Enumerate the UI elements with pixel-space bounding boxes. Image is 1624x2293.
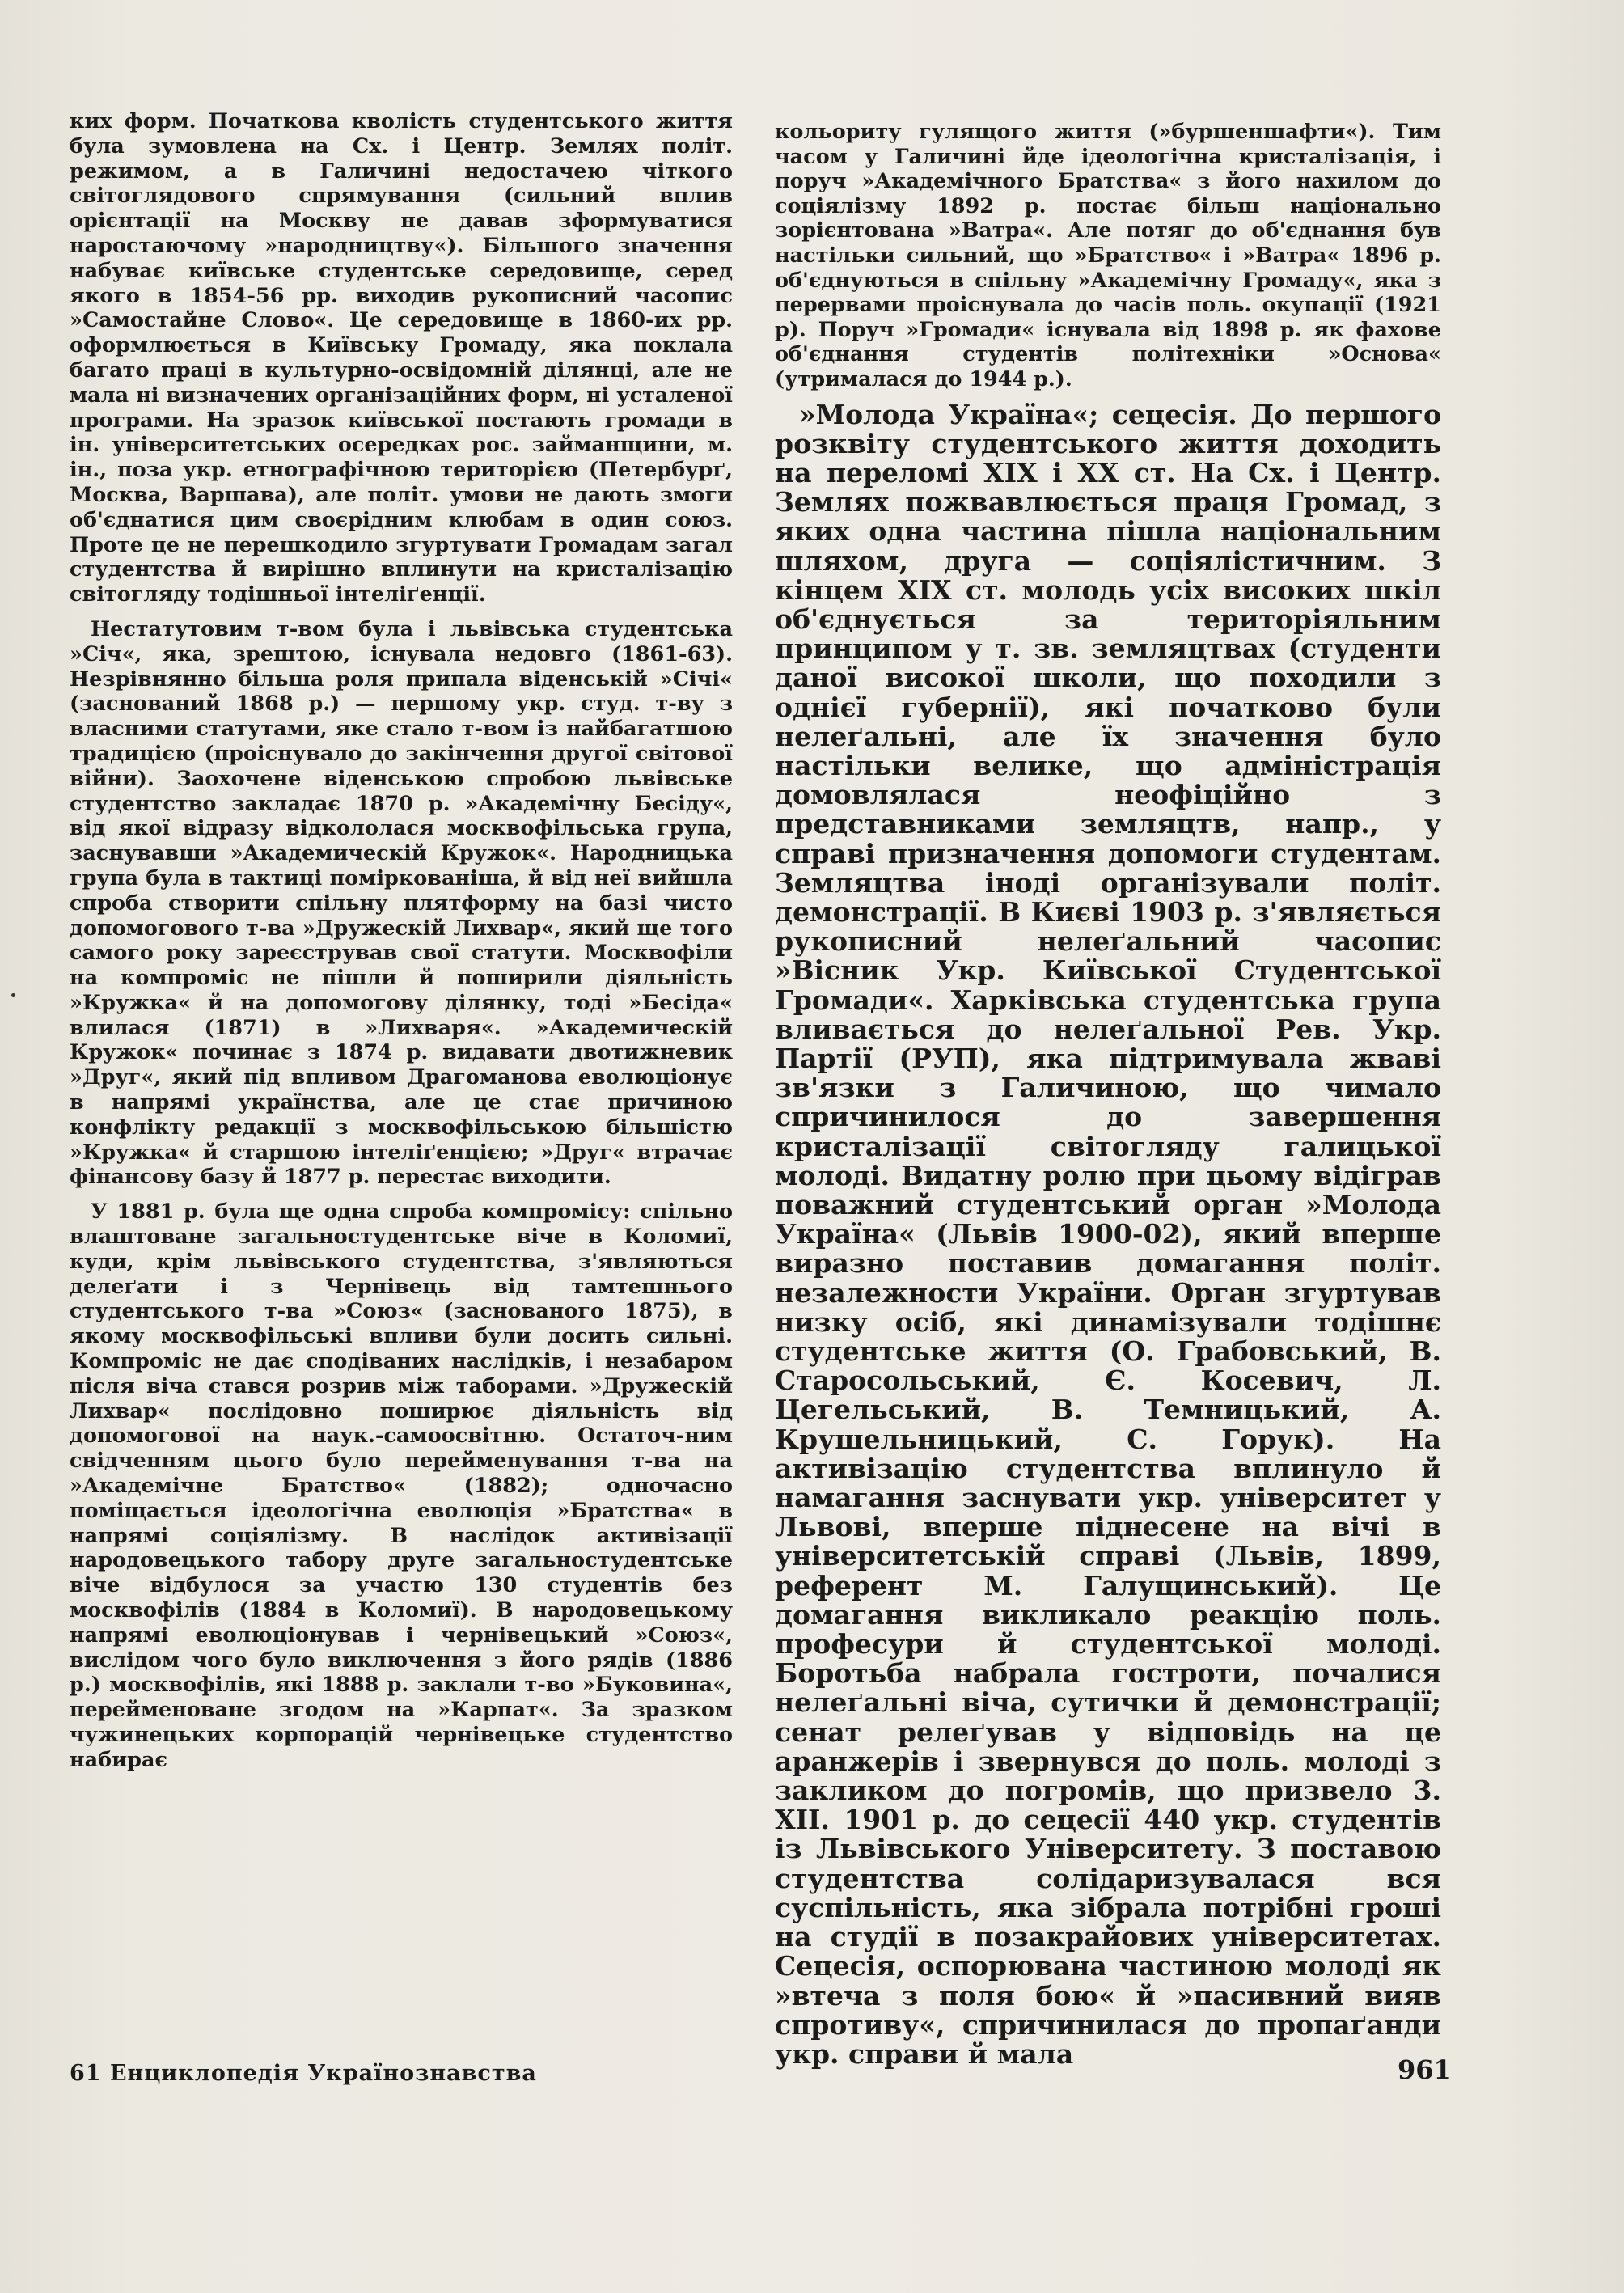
section-heading: »Молода Україна«; сецесія. (799, 398, 1237, 430)
right-column (775, 120, 1441, 2069)
paragraph: ких форм. Початкова кволість студентського життя була зумовлена на Сх. і Центр. Землях політ. режимом, а в Галичині недостачею чіткого світоглядового спрямування (сильний вплив орієнтації на Москву не давав зформуватися наростаючому »народництву«). Більшого значення набуває київське студентське середовище, серед якого в 1854-56 рр. виходив рукописний часопис »Самостайне Слово«. Це середовище в 1860-их рр. оформлюється в Київську Громаду, яка поклала багато праці в культурно-освідомній ділянці, але не мала ні визначених організаційних форм, ні усталеної програми. На зразок київської постають громади в ін. університетських осередках рос. займанщини, м. ін., поза укр. етнографічною територією (Петербурґ, Москва, Варшава), але політ. умови не дають змоги об'єднатися цим своєрідним клюбам в один союз. Проте це не перешкодило згуртувати Громадам загал студентства й вирішно вплинути на кристалізацію світогляду тодішньої інтеліґенції. (70, 109, 733, 607)
footer-signature: 61 Енциклопедія Українознавства (70, 2061, 537, 2086)
left-column (70, 109, 733, 1773)
page-number: 961 (1398, 2054, 1452, 2085)
print-speck (11, 993, 15, 997)
section-body: До першого розквіту студентського життя доходить на переломі XIX і XX ст. На Сх. і Центр. Землях пожвавлюється праця Громад, з яких одна частина пішла національним шляхом, друга — соціялістичним. З кінцем XIX ст. молодь усіх високих шкіл об'єднується за територіяльним принципом у т. зв. земляцтвах (студенти даної високої школи, що походили з однієї губернії), які початково були нелеґальні, але їх значення було настільки велике, що адміністрація домовлялася неофіційно з представниками земляцтв, напр., у справі призначення допомоги студентам. Земляцтва іноді організували політ. демонстрації. В Києві 1903 р. з'являється рукописний нелеґальний часопис »Вісник Укр. Київської Студентської Громади«. Харківська студентська група вливається до нелеґальної Рев. Укр. Партії (РУП), яка підтримувала жваві зв'язки з Галичиною, що чимало спричинилося до завершення кристалізації світогляду галицької молоді. Видатну ролю при цьому відіграв поважний студентський орган »Молода Україна« (Львів 1900-02), який вперше виразно поставив домагання політ. незалежности України. Орган згуртував низку осіб, які динамізували тодішнє студентське життя (О. Грабовський, В. Старосольський, Є. Косевич, Л. Цегельський, В. Темницький, А. Крушельницький, С. Горук). На активізацію студентства вплинуло й намагання заснувати укр. університет у Львові, вперше піднесене на вічі в університетській справі (Львів, 1899, референт М. Галущинський). Це домагання викликало реакцію поль. професури й студентської молоді. Боротьба набрала гостроти, почалися нелеґальні віча, сутички й демонстрації; сенат релеґував у відповідь на це аранжерів і звернувся до поль. молоді з закликом до погромів, що призвело 3. XII. 1901 р. до сецесії 440 укр. студентів із Львівського Університету. З поставою студентства солідаризувалася вся суспільність, яка зібрала потрібні гроші на студії в позакрайових університетах. Сецесія, оспорювана частиною молоді як »втеча з поля бою« й »пасивний вияв спротиву«, спричинилася до пропаґанди укр. справи й мала (775, 398, 1441, 2070)
section-paragraph (775, 400, 1441, 2070)
paragraph: кольориту гулящого життя (»буршеншафти«). Тим часом у Галичині йде ідеологічна кристалізація, і поруч »Академічного Братства« з його нахилом до соціялізму 1892 р. постає більш національно зорієнтована »Ватра«. Але потяг до об'єднання був настільки сильний, що »Братство« і »Ватра« 1896 р. об'єднуються в спільну »Академічну Громаду«, яка з перервами проіснувала до часів поль. окупації (1921 р). Поруч »Громади« існувала від 1898 р. як фахове об'єднання студентів політехніки »Основа« (утрималася до 1944 р.). (775, 120, 1441, 391)
paragraph: Нестатутовим т-вом була і львівська студентська »Січ«, яка, зрештою, існувала недовго (1861-63). Незрівнянно більша роля припала віденській »Січі« (заснований 1868 р.) — першому укр. студ. т-ву з власними статутами, яке стало т-вом із найбагатшою традицією (проіснувало до закінчення другої світової війни). Заохочене віденською спробою львівське студентство закладає 1870 р. »Академічну Бесіду«, від якої відразу відкололася москвофільська група, заснувавши »Академическій Кружок«. Народницька група була в тактиці поміркованіша, й від неї вийшла спроба створити спільну плятформу на базі чисто допомогового т-ва »Дружескій Лихвар«, який ще того самого року зареєстрував свої статути. Москвофіли на компроміс не пішли й поширили діяльність »Кружка« й на допомогову ділянку, тоді »Бесіда« влилася (1871) в »Лихваря«. »Академическій Кружок« починає з 1874 р. видавати двотижневик »Друг«, який під впливом Драгоманова еволюціонує в напрямі українства, але це стає причиною конфлікту редакції з москвофільською більшістю »Кружка« й старшою інтеліґенцією; »Друг« втрачає фінансову базу й 1877 р. перестає виходити. (70, 616, 733, 1190)
right-column-small-text (775, 120, 1441, 392)
right-column-large-text (775, 400, 1441, 2070)
paragraph: У 1881 р. була ще одна спроба компромісу: спільно влаштоване загальностудентське віче в Коломиї, куди, крім львівського студентства, з'являються делеґати і з Чернівець від тамтешнього студентського т-ва »Союз« (заснованого 1875), в якому москвофільські впливи були досить сильні. Компроміс не дає сподіваних наслідків, і незабаром після віча стався розрив між таборами. »Дружескій Лихвар« послідовно поширює діяльність від допомогової на наук.-самоосвітню. Остаточ-ним свідченням цього було перейменування т-ва на »Академічне Братство« (1882); одночасно поміщається ідеологічна еволюція »Братства« в напрямі соціялізму. В наслідок активізації народовецького табору друге загальностудентське віче відбулося за участю 130 студентів без москвофілів (1884 в Коломиї). В народовецькому напрямі еволюціонував і чернівецький »Союз«, вислідом чого було виключення з його рядів (1886 р.) москвофілів, які 1888 р. заклали т-во »Буковина«, перейменоване згодом на »Карпат«. За зразком чужинецьких корпорацій чернівецьке студентство набирає (70, 1199, 733, 1772)
